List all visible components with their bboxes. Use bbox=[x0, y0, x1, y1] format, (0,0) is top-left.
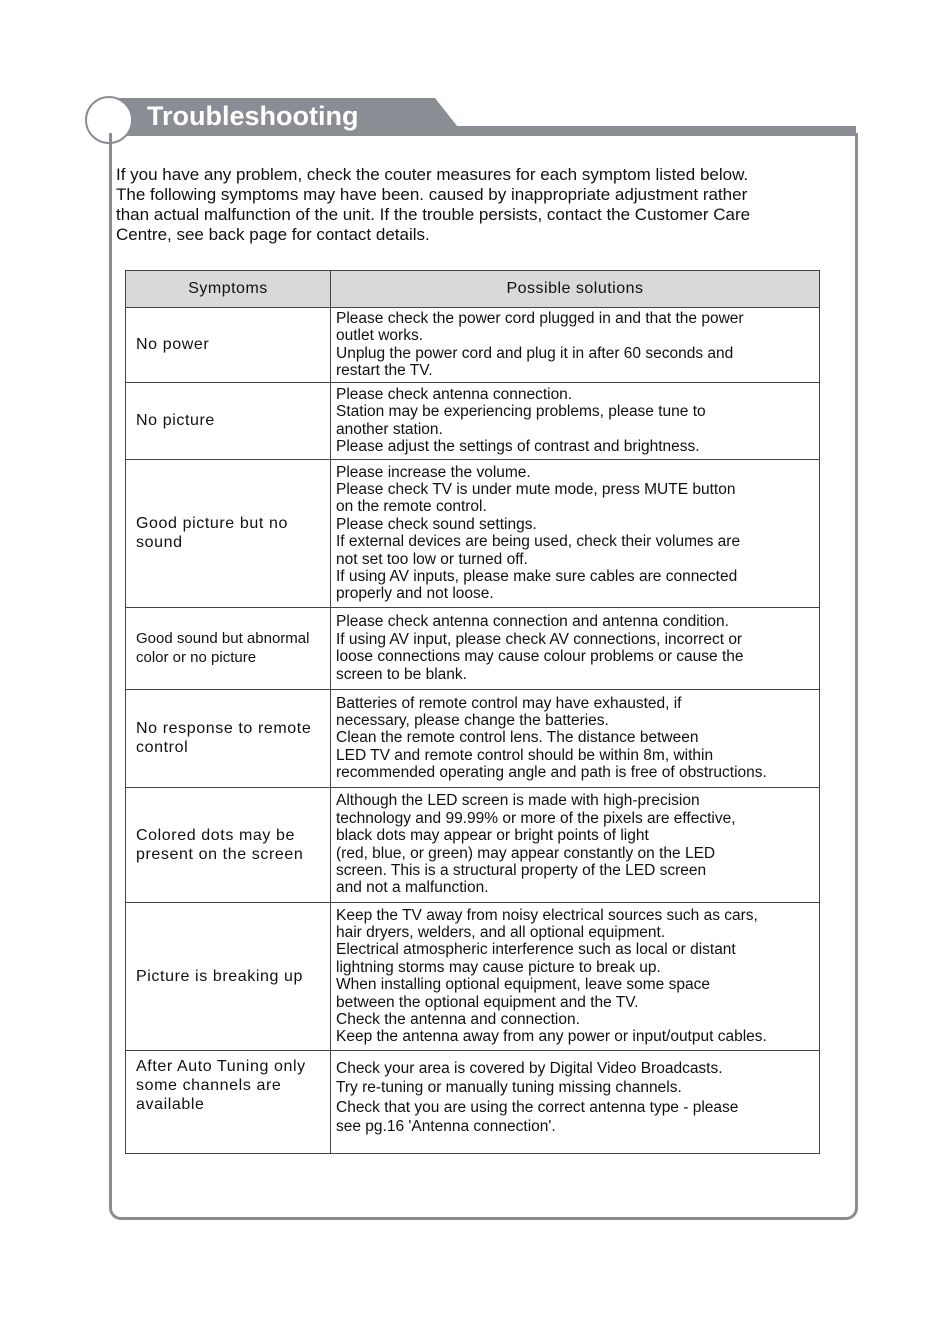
solution-text: When installing optional equipment, leave some space bbox=[336, 976, 710, 994]
solution-text: between the optional equipment and the TV. bbox=[336, 993, 639, 1011]
solution-text: Clean the remote control lens. The distance between bbox=[336, 729, 699, 747]
solution-text: Keep the antenna away from any power or input/output cables. bbox=[336, 1028, 767, 1046]
solution-text: Please check antenna connection and antenna condition. bbox=[336, 613, 729, 631]
solution-cell bbox=[331, 1050, 820, 1153]
solution-text: Please adjust the settings of contrast and brightness. bbox=[336, 438, 700, 456]
solution-cell bbox=[331, 308, 820, 383]
solution-text: loose connections may cause colour problems or cause the bbox=[336, 648, 744, 666]
solution-text: another station. bbox=[336, 420, 443, 438]
solution-text: Check the antenna and connection. bbox=[336, 1010, 580, 1028]
symptom-text: No response to remote bbox=[136, 720, 312, 738]
solution-text: Please check the power cord plugged in and that the power bbox=[336, 310, 744, 327]
column-header-symptoms: Symptoms bbox=[126, 271, 331, 308]
solution-text: LED TV and remote control should be within 8m, within bbox=[336, 746, 714, 764]
intro-line: The following symptoms may have been. caused by inappropriate adjustment rather bbox=[116, 185, 748, 204]
solution-text: Although the LED screen is made with high-precision bbox=[336, 792, 700, 810]
intro-line: than actual malfunction of the unit. If the trouble persists, contact the Customer Care bbox=[116, 205, 751, 224]
solution-text: lightning storms may cause picture to break up. bbox=[336, 958, 661, 976]
solution-text: Please check TV is under mute mode, press MUTE button bbox=[336, 480, 736, 498]
solution-text: and not a malfunction. bbox=[336, 879, 489, 897]
solution-text: outlet works. bbox=[336, 327, 424, 345]
solution-cell bbox=[331, 459, 820, 607]
solution-text: Please check sound settings. bbox=[336, 515, 537, 533]
column-header-solutions: Possible solutions bbox=[331, 271, 820, 308]
solution-cell bbox=[331, 382, 820, 459]
solution-text: If using AV input, please check AV connections, incorrect or bbox=[336, 630, 743, 648]
solution-text: see pg.16 'Antenna connection'. bbox=[336, 1118, 556, 1136]
symptom-text: No picture bbox=[136, 412, 215, 430]
intro-line: If you have any problem, check the couter measures for each symptom listed below. bbox=[116, 165, 749, 184]
symptom-text: Picture is breaking up bbox=[136, 967, 304, 985]
symptom-text: available bbox=[136, 1095, 205, 1113]
intro-line: Centre, see back page for contact details. bbox=[116, 225, 430, 244]
solution-text: restart the TV. bbox=[336, 362, 433, 380]
solution-text: hair dryers, welders, and all optional equipment. bbox=[336, 923, 666, 941]
solution-text: recommended operating angle and path is free of obstructions. bbox=[336, 764, 767, 782]
table-header-row bbox=[126, 271, 820, 308]
table-row bbox=[126, 1050, 820, 1153]
symptom-text: some channels are bbox=[136, 1076, 282, 1094]
intro-paragraph bbox=[116, 165, 836, 245]
solution-text: necessary, please change the batteries. bbox=[336, 712, 609, 730]
solution-text: Please check antenna connection. bbox=[336, 385, 573, 403]
solution-cell bbox=[331, 902, 820, 1050]
table-row bbox=[126, 308, 820, 383]
table-row bbox=[126, 382, 820, 459]
solution-text: Keep the TV away from noisy electrical sources such as cars, bbox=[336, 906, 758, 924]
solution-text: technology and 99.99% or more of the pixels are effective, bbox=[336, 809, 736, 827]
symptom-text: After Auto Tuning only bbox=[136, 1057, 306, 1075]
symptom-cell bbox=[126, 787, 331, 902]
solution-cell bbox=[331, 607, 820, 689]
symptom-text: Good sound but abnormal bbox=[136, 630, 310, 648]
solution-text: Check your area is covered by Digital Video Broadcasts. bbox=[336, 1059, 723, 1077]
symptom-text: No power bbox=[136, 336, 210, 354]
solution-text: Electrical atmospheric interference such as local or distant bbox=[336, 941, 736, 959]
symptom-text: control bbox=[136, 739, 189, 757]
solution-text: not set too low or turned off. bbox=[336, 550, 528, 568]
table-row bbox=[126, 459, 820, 607]
table-row bbox=[126, 689, 820, 787]
symptom-text: Colored dots may be bbox=[136, 826, 296, 844]
solution-text: Please increase the volume. bbox=[336, 463, 531, 481]
page-title: Troubleshooting bbox=[147, 101, 359, 131]
table-row bbox=[126, 787, 820, 902]
symptom-cell bbox=[126, 607, 331, 689]
symptom-cell bbox=[126, 689, 331, 787]
solution-text: If using AV inputs, please make sure cables are connected bbox=[336, 567, 738, 585]
solution-text: (red, blue, or green) may appear constantly on the LED bbox=[336, 844, 716, 862]
solution-text: Check that you are using the correct antenna type - please bbox=[336, 1098, 739, 1116]
symptom-text: sound bbox=[136, 534, 183, 552]
table-row bbox=[126, 607, 820, 689]
solution-text: black dots may appear or bright points of light bbox=[336, 827, 649, 845]
symptom-cell bbox=[126, 902, 331, 1050]
solution-text: properly and not loose. bbox=[336, 585, 494, 603]
symptom-text: present on the screen bbox=[136, 845, 304, 863]
solution-text: Station may be experiencing problems, please tune to bbox=[336, 403, 706, 421]
solution-text: on the remote control. bbox=[336, 498, 487, 516]
solution-text: If external devices are being used, check their volumes are bbox=[336, 533, 741, 551]
solution-text: screen. This is a structural property of the LED screen bbox=[336, 862, 707, 880]
symptom-text: Good picture but no bbox=[136, 515, 288, 533]
symptom-text: color or no picture bbox=[136, 649, 257, 667]
troubleshooting-table bbox=[125, 270, 820, 1154]
solution-cell bbox=[331, 689, 820, 787]
solution-text: screen to be blank. bbox=[336, 665, 467, 683]
symptom-cell bbox=[126, 1050, 331, 1153]
symptom-cell bbox=[126, 308, 331, 383]
solution-text: Try re-tuning or manually tuning missing channels. bbox=[336, 1079, 682, 1097]
symptom-cell bbox=[126, 459, 331, 607]
solution-text: Unplug the power cord and plug it in after 60 seconds and bbox=[336, 344, 734, 362]
table-body bbox=[126, 308, 820, 1154]
solution-text: Batteries of remote control may have exhausted, if bbox=[336, 694, 682, 712]
table-row bbox=[126, 902, 820, 1050]
symptom-cell bbox=[126, 382, 331, 459]
solution-cell bbox=[331, 787, 820, 902]
